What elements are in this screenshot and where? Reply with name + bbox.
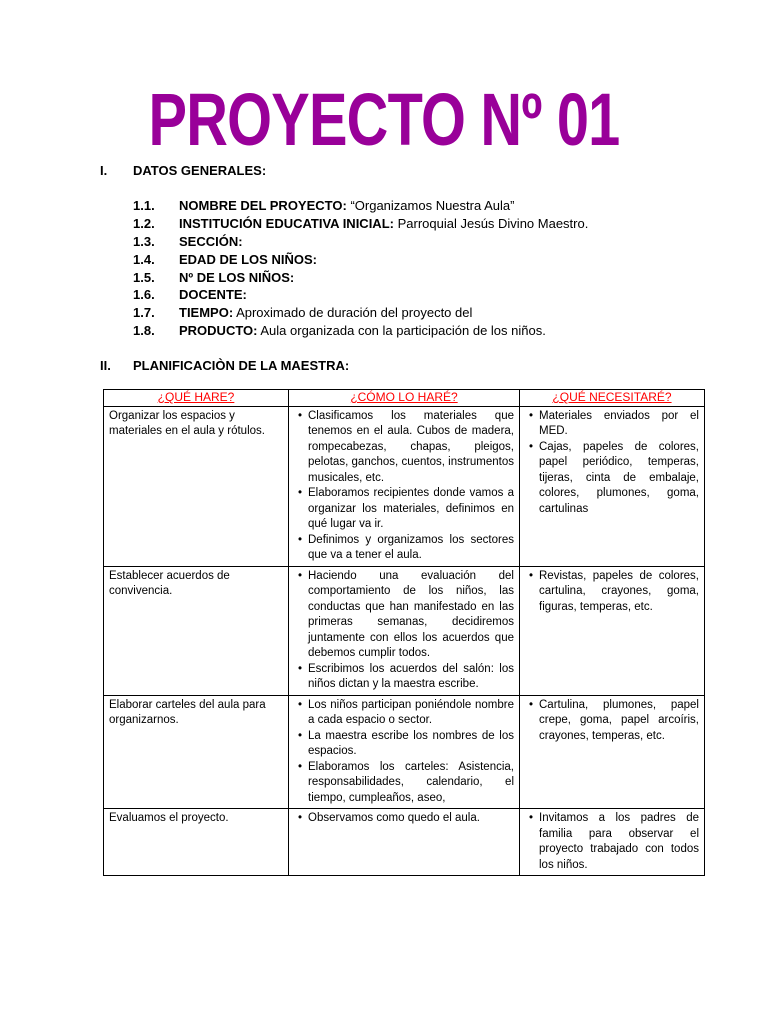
how-list-item: • Escribimos los acuerdos del salón: los niños dictan y la maestra escribe. (308, 662, 514, 693)
how-list-item: • Definimos y organizamos los sectores que va a tener el aula. (308, 533, 514, 564)
section-1-title: DATOS GENERALES: (133, 163, 267, 178)
header-how: ¿CÓMO LO HARÉ? (289, 390, 520, 407)
cell-need (520, 809, 705, 876)
item-number: 1.7. (133, 305, 155, 321)
general-data-item (133, 269, 588, 287)
item-number: 1.6. (133, 287, 155, 303)
item-label: DOCENTE: (179, 287, 247, 303)
cell-need (520, 406, 705, 566)
item-value: “Organizamos Nuestra Aula” (346, 198, 515, 213)
need-list-item: • Cartulina, plumones, papel crepe, goma, papel arcoíris, crayones, temperas, etc. (539, 698, 699, 745)
table-row (104, 566, 705, 695)
item-number: 1.5. (133, 269, 155, 285)
need-list-item: • Invitamos a los padres de familia para observar el proyecto trabajado con todos los niños. (539, 811, 699, 873)
need-list-item: • Revistas, papeles de colores, cartulina, crayones, goma, figuras, temperas, etc. (539, 569, 699, 616)
section-1-number: I. (100, 163, 108, 178)
header-what: ¿QUÉ HARE? (104, 390, 289, 407)
need-list-item: • Cajas, papeles de colores, papel periódico, temperas, tijeras, cinta de embalaje, colores, plumones, goma, cartulinas (539, 440, 699, 518)
section-2-heading (100, 358, 349, 373)
how-list-item: • Los niños participan poniéndole nombre a cada espacio o sector. (308, 698, 514, 729)
item-number: 1.2. (133, 215, 155, 231)
item-label: PRODUCTO: (179, 323, 258, 339)
section-1-heading (100, 163, 266, 178)
cell-how (289, 809, 520, 876)
item-number: 1.8. (133, 323, 155, 339)
how-list-item: • La maestra escribe los nombres de los espacios. (308, 729, 514, 760)
table-header-row (104, 390, 705, 407)
item-label: Nº DE LOS NIÑOS: (179, 269, 295, 285)
table-row (104, 406, 705, 566)
item-label: INSTITUCIÓN EDUCATIVA INICIAL: (179, 215, 394, 231)
cell-what: Organizar los espacios y materiales en el aula y rótulos. (104, 406, 289, 566)
header-need: ¿QUÉ NECESITARÉ? (520, 390, 705, 407)
item-label: SECCIÓN: (179, 233, 243, 249)
planning-table (103, 389, 705, 876)
cell-what: Elaborar carteles del aula para organizarnos. (104, 695, 289, 809)
cell-need (520, 566, 705, 695)
document-title: PROYECTO Nº 01 (148, 78, 620, 161)
how-list-item: • Elaboramos recipientes donde vamos a organizar los materiales, definimos en qué lugar va ir. (308, 486, 514, 533)
how-list-item: • Clasificamos los materiales que tenemos en el aula. Cubos de madera, rompecabezas, chapas, pleigos, pelotas, ganchos, cuentos, instrumentos musicales, etc. (308, 409, 514, 487)
item-value: Aula organizada con la participación de los niños. (257, 323, 546, 339)
item-number: 1.1. (133, 198, 155, 213)
cell-how (289, 406, 520, 566)
table-row (104, 695, 705, 809)
item-value: Aproximado de duración del proyecto del (233, 305, 473, 321)
item-label: EDAD DE LOS NIÑOS: (179, 251, 317, 267)
cell-what: Establecer acuerdos de convivencia. (104, 566, 289, 695)
how-list-item: • Elaboramos los carteles: Asistencia, responsabilidades, calendario, el tiempo, cumpleaños, aseo, (308, 760, 514, 807)
cell-how (289, 695, 520, 809)
general-data-list (133, 197, 588, 340)
general-data-item (133, 286, 588, 304)
table-row (104, 809, 705, 876)
general-data-item (133, 215, 588, 233)
item-number: 1.4. (133, 251, 155, 267)
item-label: TIEMPO: (179, 305, 234, 321)
section-2-number: II. (100, 358, 111, 373)
how-list-item: • Haciendo una evaluación del comportamiento de los niños, las conductas que han manifestado en las primeras semanas, decidiremos juntamente con ellos los acuerdos que debemos cumplir todos. (308, 569, 514, 662)
general-data-item (133, 322, 588, 340)
general-data-item (133, 304, 588, 322)
how-list-item: • Observamos como quedo el aula. (308, 811, 514, 827)
cell-how (289, 566, 520, 695)
cell-what: Evaluamos el proyecto. (104, 809, 289, 876)
general-data-item (133, 233, 588, 251)
general-data-item (133, 251, 588, 269)
general-data-item (133, 197, 588, 215)
section-2-title: PLANIFICACIÒN DE LA MAESTRA: (133, 358, 350, 373)
item-label: NOMBRE DEL PROYECTO: (179, 198, 347, 213)
need-list-item: • Materiales enviados por el MED. (539, 409, 699, 440)
cell-need (520, 695, 705, 809)
item-number: 1.3. (133, 233, 155, 249)
item-value: Parroquial Jesús Divino Maestro. (393, 215, 589, 231)
